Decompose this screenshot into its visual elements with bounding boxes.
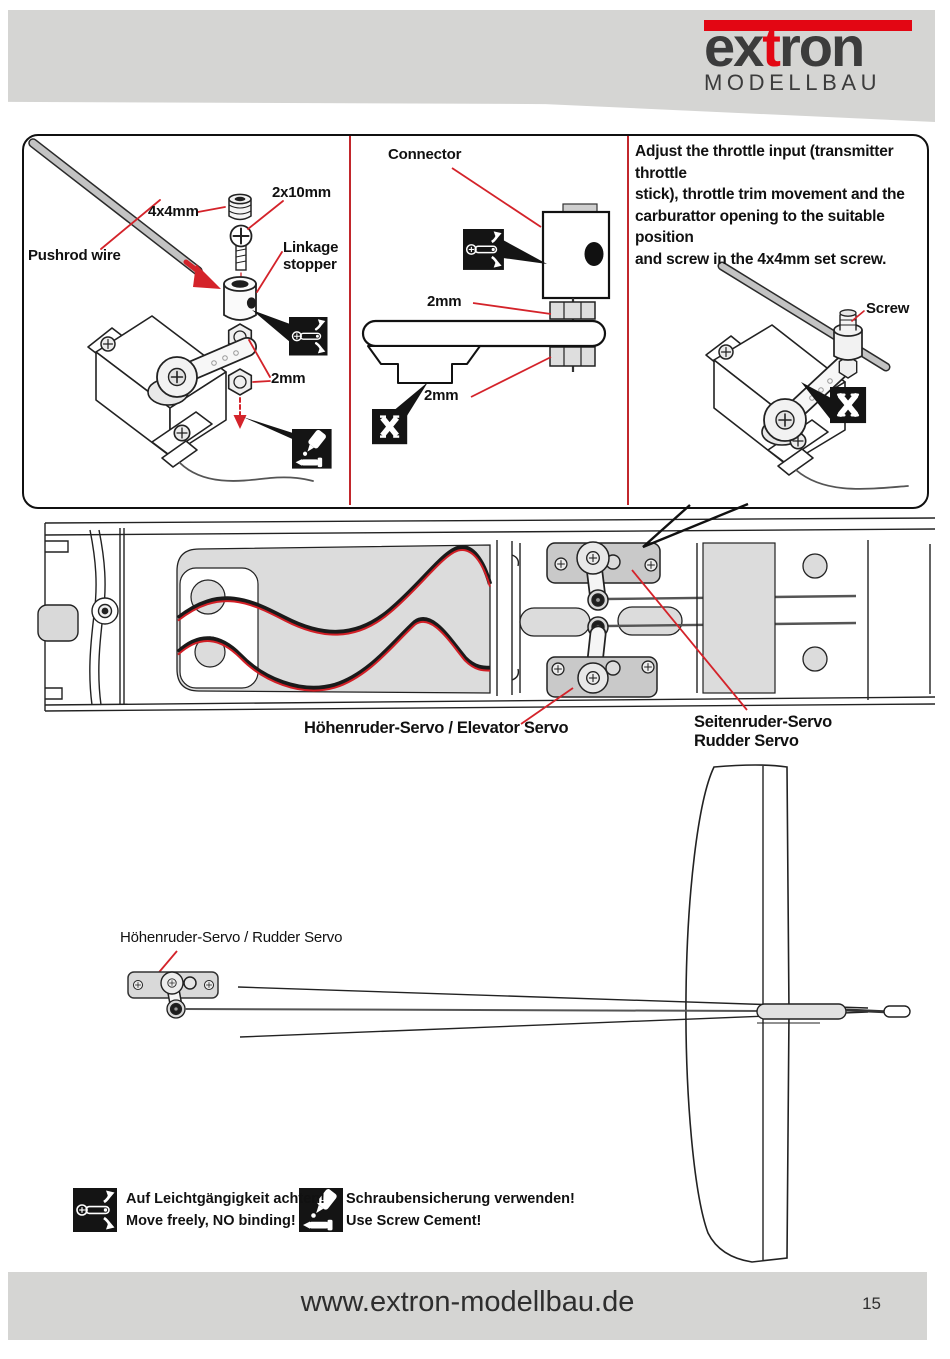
note-screw-cement <box>346 1188 575 1232</box>
nut-block-bottom <box>550 347 595 366</box>
logo-ex: ex <box>704 15 763 78</box>
logo-ron: ron <box>778 15 864 78</box>
rudder-servo-plate <box>547 542 660 599</box>
nut-2mm-bottom-label: 2mm <box>424 387 459 404</box>
tail-servo-label: Höhenruder-Servo / Rudder Servo <box>120 929 343 946</box>
screw-2x10-leader <box>248 201 283 229</box>
note-move-en: Move freely, NO binding! <box>126 1213 296 1229</box>
nut-block-top <box>550 302 595 319</box>
middle-section-drawing <box>363 168 609 444</box>
arm-base <box>368 346 480 383</box>
nut-top-leader <box>473 303 551 314</box>
instruction-line: Adjust the throttle input (transmitter throttle <box>635 143 894 182</box>
set-screw-4x4 <box>229 194 251 219</box>
instruction-line: and screw in the 4x4mm set screw. <box>635 250 887 268</box>
servo-arm-middle <box>363 321 605 346</box>
elevator-servo-label: Höhenruder-Servo / Elevator Servo <box>304 719 569 737</box>
screw-2x10-label: 2x10mm <box>272 184 331 201</box>
note-move-freely <box>126 1188 325 1232</box>
set-screw-4x4-label: 4x4mm <box>148 203 199 220</box>
rudder-servo-label-de: Seitenruder-Servo <box>694 713 832 731</box>
note-move-de: Auf Leichtgängigkeit achten! <box>126 1191 325 1207</box>
clevis-top <box>588 590 608 610</box>
logo-subtitle: MODELLBAU <box>704 69 882 95</box>
fuselage-diagram <box>38 504 935 724</box>
instruction-line: stick), throttle trim movement and the <box>635 186 905 203</box>
screw-label: Screw <box>866 300 910 317</box>
screw-2x10 <box>231 226 252 271</box>
tail-servo <box>128 972 218 1018</box>
wrong-x-icon <box>372 409 407 444</box>
footer-band <box>8 1272 927 1340</box>
nut-2mm-label: 2mm <box>271 370 306 387</box>
note-cement-de: Schraubensicherung verwenden! <box>346 1191 575 1207</box>
nut-bottom-leader <box>471 357 551 397</box>
down-arrow <box>234 415 247 429</box>
set-screw-leader <box>198 207 225 212</box>
rudder-servo-label <box>694 713 832 751</box>
connector-leader <box>452 168 541 227</box>
instruction-line: carburattor opening to the suitable position <box>635 207 885 246</box>
nut-lower <box>229 369 252 395</box>
linkage-stopper-right <box>834 310 862 360</box>
linkage-stopper <box>224 277 256 320</box>
callout-pointer <box>643 504 748 547</box>
nut-2mm-top-label: 2mm <box>427 293 462 310</box>
throttle-instruction <box>635 141 935 270</box>
pushrod-wire-label: Pushrod wire <box>28 247 121 264</box>
insert-arrow <box>193 264 221 289</box>
connector-hole <box>585 242 604 266</box>
note-cement-en: Use Screw Cement! <box>346 1213 482 1229</box>
page-number: 15 <box>862 1294 881 1313</box>
move-freely-icon <box>73 1188 117 1232</box>
wrong-x-icon <box>830 387 866 423</box>
move-freely-icon <box>463 229 504 270</box>
website-url: www.extron-modellbau.de <box>300 1286 635 1318</box>
connector-label: Connector <box>388 146 462 163</box>
nut-leader-1 <box>249 340 270 377</box>
elevator-servo-plate <box>547 634 657 697</box>
linkage-stopper-label: Linkage stopper <box>283 239 339 273</box>
linkage-leader <box>257 252 282 292</box>
move-freely-icon <box>289 317 328 356</box>
servo-wire-right <box>796 470 908 489</box>
rudder-servo-label-en: Rudder Servo <box>694 732 799 750</box>
screw-cement-icon <box>292 429 332 469</box>
nut-leader-2 <box>253 381 270 382</box>
logo-t: t <box>762 15 779 78</box>
